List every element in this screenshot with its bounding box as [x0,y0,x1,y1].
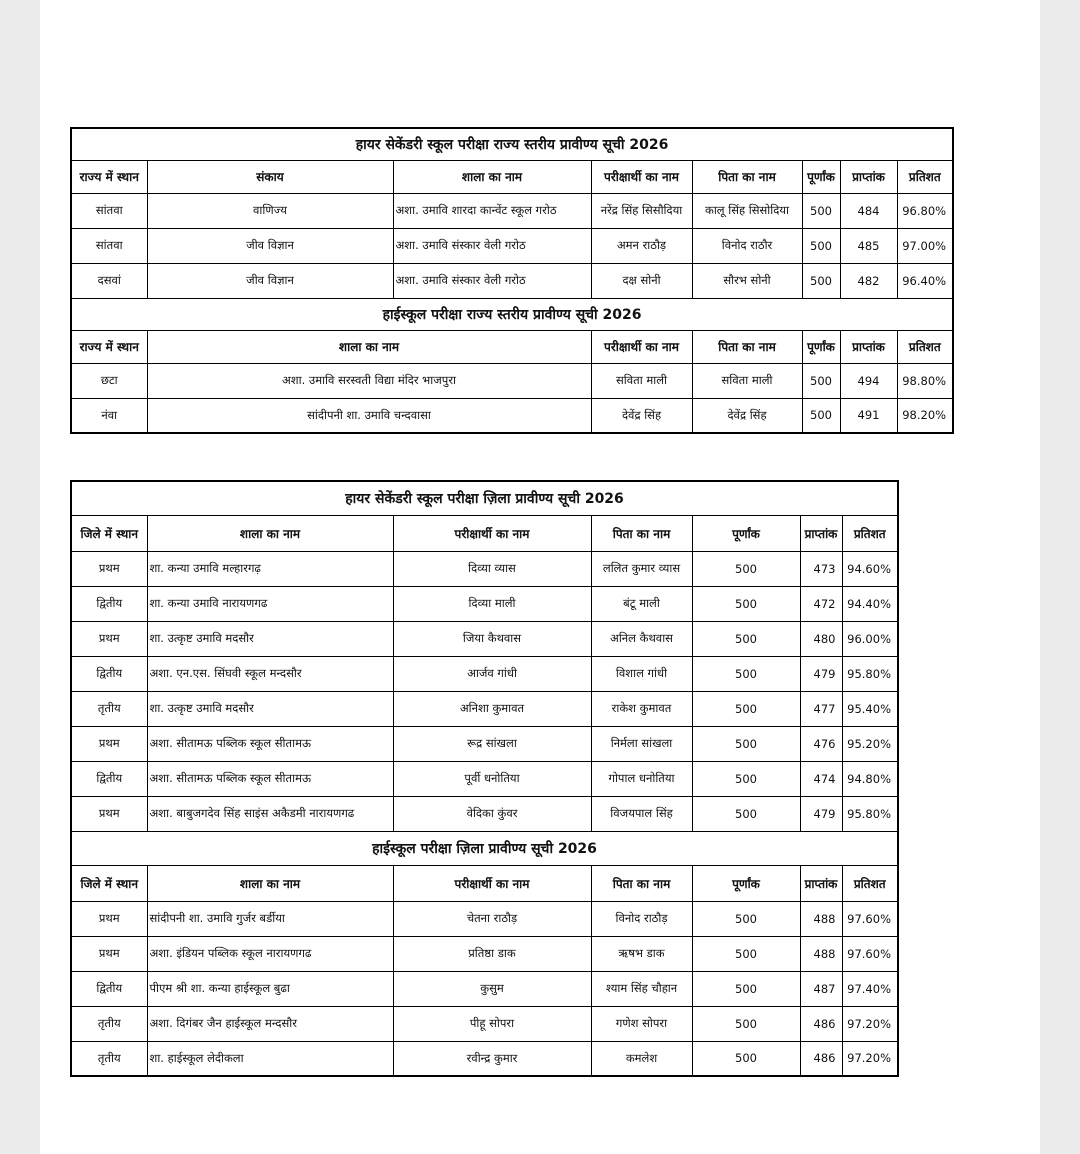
school-cell: अशा. एन.एस. सिंघवी स्कूल मन्दसौर [147,656,393,691]
total-cell: 500 [692,936,800,971]
school-cell: शा. हाईस्कूल लेदीकला [147,1041,393,1076]
percent-cell: 95.40% [842,691,898,726]
table-row [71,398,953,433]
rank-cell: द्वितीय [71,586,147,621]
father-cell: गणेश सोपरा [591,1006,692,1041]
table-row [71,228,953,263]
rank-cell: प्रथम [71,621,147,656]
student-cell: रवीन्द्र कुमार [393,1041,591,1076]
header-cell: पिता का नाम [692,160,802,193]
obtained-cell: 487 [800,971,842,1006]
student-cell: देवेंद्र सिंह [591,398,692,433]
total-cell: 500 [802,363,840,398]
father-cell: कालू सिंह सिसोदिया [692,193,802,228]
table-row [71,936,898,971]
table-row [71,363,953,398]
percent-cell: 98.20% [897,398,953,433]
table-title-row [71,128,953,160]
rank-cell: तृतीय [71,1041,147,1076]
total-cell: 500 [802,228,840,263]
header-cell: शाला का नाम [147,515,393,551]
district-hs-title: हाईस्कूल परीक्षा ज़िला प्रावीण्य सूची 2026 [71,831,898,865]
table-row [71,656,898,691]
student-cell: वेदिका कुंवर [393,796,591,831]
faculty-cell: जीव विज्ञान [147,228,393,263]
school-cell: पीएम श्री शा. कन्या हाईस्कूल बुढा [147,971,393,1006]
school-cell: अशा. दिगंबर जैन हाईस्कूल मन्दसौर [147,1006,393,1041]
header-cell: शाला का नाम [147,865,393,901]
obtained-cell: 480 [800,621,842,656]
header-cell: परीक्षार्थी का नाम [591,330,692,363]
father-cell: विशाल गांधी [591,656,692,691]
student-cell: प्रतिष्ठा डाक [393,936,591,971]
rank-cell: द्वितीय [71,656,147,691]
obtained-cell: 473 [800,551,842,586]
header-cell: परीक्षार्थी का नाम [393,515,591,551]
school-cell: अशा. इंडियन पब्लिक स्कूल नारायणगढ [147,936,393,971]
table-row [71,901,898,936]
student-cell: दिव्या व्यास [393,551,591,586]
percent-cell: 96.40% [897,263,953,298]
total-cell: 500 [692,621,800,656]
percent-cell: 97.60% [842,936,898,971]
total-cell: 500 [692,901,800,936]
rank-cell: नंवा [71,398,147,433]
father-cell: देवेंद्र सिंह [692,398,802,433]
total-cell: 500 [692,1041,800,1076]
father-cell: ऋषभ डाक [591,936,692,971]
obtained-cell: 479 [800,796,842,831]
district-hss-title: हायर सेकेंडरी स्कूल परीक्षा ज़िला प्रावीण्य सूची 2026 [71,481,898,515]
father-cell: राकेश कुमावत [591,691,692,726]
student-cell: चेतना राठौड़ [393,901,591,936]
student-cell: जिया कैथवास [393,621,591,656]
percent-cell: 95.20% [842,726,898,761]
state-merit-table [70,127,954,434]
header-cell: प्रतिशत [897,160,953,193]
school-cell: अशा. बाबुजगदेव सिंह साइंस अकैडमी नारायणगढ [147,796,393,831]
percent-cell: 95.80% [842,796,898,831]
table-header-row [71,515,898,551]
total-cell: 500 [802,193,840,228]
header-cell: प्रतिशत [842,865,898,901]
total-cell: 500 [692,761,800,796]
total-cell: 500 [692,656,800,691]
rank-cell: प्रथम [71,551,147,586]
rank-cell: द्वितीय [71,761,147,796]
father-cell: विनोद राठौर [692,228,802,263]
table-row [71,586,898,621]
table-row [71,761,898,796]
rank-cell: सांतवा [71,193,147,228]
student-cell: दक्ष सोनी [591,263,692,298]
state-hs-title: हाईस्कूल परीक्षा राज्य स्तरीय प्रावीण्य सूची 2026 [71,298,953,330]
obtained-cell: 479 [800,656,842,691]
table-row [71,621,898,656]
total-cell: 500 [802,263,840,298]
header-cell: प्रतिशत [897,330,953,363]
percent-cell: 94.60% [842,551,898,586]
rank-cell: प्रथम [71,796,147,831]
rank-cell: प्रथम [71,901,147,936]
school-cell: अशा. उमावि सरस्वती विद्या मंदिर भाजपुरा [147,363,591,398]
obtained-cell: 482 [840,263,897,298]
percent-cell: 97.00% [897,228,953,263]
header-cell: पूर्णांक [802,160,840,193]
obtained-cell: 485 [840,228,897,263]
table-row [71,971,898,1006]
obtained-cell: 488 [800,936,842,971]
percent-cell: 97.20% [842,1041,898,1076]
rank-cell: द्वितीय [71,971,147,1006]
rank-cell: तृतीय [71,1006,147,1041]
school-cell: अशा. उमावि संस्कार वेली गरोठ [393,263,591,298]
rank-cell: प्रथम [71,936,147,971]
student-cell: पीहू सोपरा [393,1006,591,1041]
obtained-cell: 486 [800,1006,842,1041]
table-row [71,1041,898,1076]
obtained-cell: 476 [800,726,842,761]
total-cell: 500 [692,551,800,586]
rank-cell: दसवां [71,263,147,298]
rank-cell: सांतवा [71,228,147,263]
father-cell: गोपाल धनोतिया [591,761,692,796]
percent-cell: 96.00% [842,621,898,656]
obtained-cell: 486 [800,1041,842,1076]
rank-cell: छटा [71,363,147,398]
header-cell: जिले में स्थान [71,515,147,551]
header-cell: पिता का नाम [591,515,692,551]
table-row [71,796,898,831]
student-cell: अमन राठौड़ [591,228,692,263]
header-cell: पिता का नाम [692,330,802,363]
header-cell: संकाय [147,160,393,193]
school-cell: अशा. उमावि शारदा कान्वेंट स्कूल गरोठ [393,193,591,228]
header-cell: पिता का नाम [591,865,692,901]
father-cell: निर्मला सांखला [591,726,692,761]
total-cell: 500 [692,726,800,761]
total-cell: 500 [692,691,800,726]
percent-cell: 98.80% [897,363,953,398]
school-cell: सांदीपनी शा. उमावि गुर्जर बर्डीया [147,901,393,936]
header-cell: प्राप्तांक [800,865,842,901]
father-cell: ललित कुमार व्यास [591,551,692,586]
table-row [71,263,953,298]
table-title-row [71,481,898,515]
school-cell: शा. कन्या उमावि मल्हारगढ़ [147,551,393,586]
percent-cell: 97.20% [842,1006,898,1041]
father-cell: विजयपाल सिंह [591,796,692,831]
obtained-cell: 491 [840,398,897,433]
father-cell: कमलेश [591,1041,692,1076]
header-cell: पूर्णांक [692,865,800,901]
obtained-cell: 474 [800,761,842,796]
father-cell: बंटू माली [591,586,692,621]
school-cell: शा. उत्कृष्ट उमावि मदसौर [147,621,393,656]
header-cell: पूर्णांक [692,515,800,551]
district-merit-table [70,480,899,1077]
father-cell: सौरभ सोनी [692,263,802,298]
table-row [71,726,898,761]
header-cell: शाला का नाम [393,160,591,193]
school-cell: शा. कन्या उमावि नारायणगढ [147,586,393,621]
obtained-cell: 477 [800,691,842,726]
table-row [71,1006,898,1041]
header-cell: परीक्षार्थी का नाम [393,865,591,901]
student-cell: नरेंद्र सिंह सिसौदिया [591,193,692,228]
father-cell: विनोद राठौड़ [591,901,692,936]
school-cell: अशा. उमावि संस्कार वेली गरोठ [393,228,591,263]
obtained-cell: 484 [840,193,897,228]
table-header-row [71,865,898,901]
faculty-cell: जीव विज्ञान [147,263,393,298]
school-cell: शा. उत्कृष्ट उमावि मदसौर [147,691,393,726]
total-cell: 500 [692,796,800,831]
father-cell: सविता माली [692,363,802,398]
percent-cell: 95.80% [842,656,898,691]
total-cell: 500 [802,398,840,433]
header-cell: प्राप्तांक [800,515,842,551]
header-cell: प्राप्तांक [840,330,897,363]
table-row [71,193,953,228]
faculty-cell: वाणिज्य [147,193,393,228]
percent-cell: 97.60% [842,901,898,936]
school-cell: अशा. सीतामऊ पब्लिक स्कूल सीतामऊ [147,761,393,796]
state-hss-title: हायर सेकेंडरी स्कूल परीक्षा राज्य स्तरीय प्रावीण्य सूची 2026 [71,128,953,160]
table-header-row [71,160,953,193]
table-title-row [71,831,898,865]
school-cell: अशा. सीतामऊ पब्लिक स्कूल सीतामऊ [147,726,393,761]
header-cell: राज्य में स्थान [71,160,147,193]
student-cell: सविता माली [591,363,692,398]
total-cell: 500 [692,586,800,621]
header-cell: पूर्णांक [802,330,840,363]
percent-cell: 94.40% [842,586,898,621]
percent-cell: 94.80% [842,761,898,796]
obtained-cell: 472 [800,586,842,621]
total-cell: 500 [692,1006,800,1041]
table-row [71,551,898,586]
header-cell: परीक्षार्थी का नाम [591,160,692,193]
student-cell: दिव्या माली [393,586,591,621]
student-cell: कुसुम [393,971,591,1006]
student-cell: आर्जव गांधी [393,656,591,691]
percent-cell: 97.40% [842,971,898,1006]
total-cell: 500 [692,971,800,1006]
student-cell: अनिशा कुमावत [393,691,591,726]
obtained-cell: 494 [840,363,897,398]
school-cell: सांदीपनी शा. उमावि चन्दवासा [147,398,591,433]
father-cell: श्याम सिंह चौहान [591,971,692,1006]
student-cell: पूर्वी धनोतिया [393,761,591,796]
rank-cell: तृतीय [71,691,147,726]
table-row [71,691,898,726]
header-cell: जिले में स्थान [71,865,147,901]
percent-cell: 96.80% [897,193,953,228]
rank-cell: प्रथम [71,726,147,761]
header-cell: शाला का नाम [147,330,591,363]
obtained-cell: 488 [800,901,842,936]
table-title-row [71,298,953,330]
header-cell: राज्य में स्थान [71,330,147,363]
table-header-row [71,330,953,363]
header-cell: प्रतिशत [842,515,898,551]
student-cell: रूद्र सांखला [393,726,591,761]
header-cell: प्राप्तांक [840,160,897,193]
father-cell: अनिल कैथवास [591,621,692,656]
